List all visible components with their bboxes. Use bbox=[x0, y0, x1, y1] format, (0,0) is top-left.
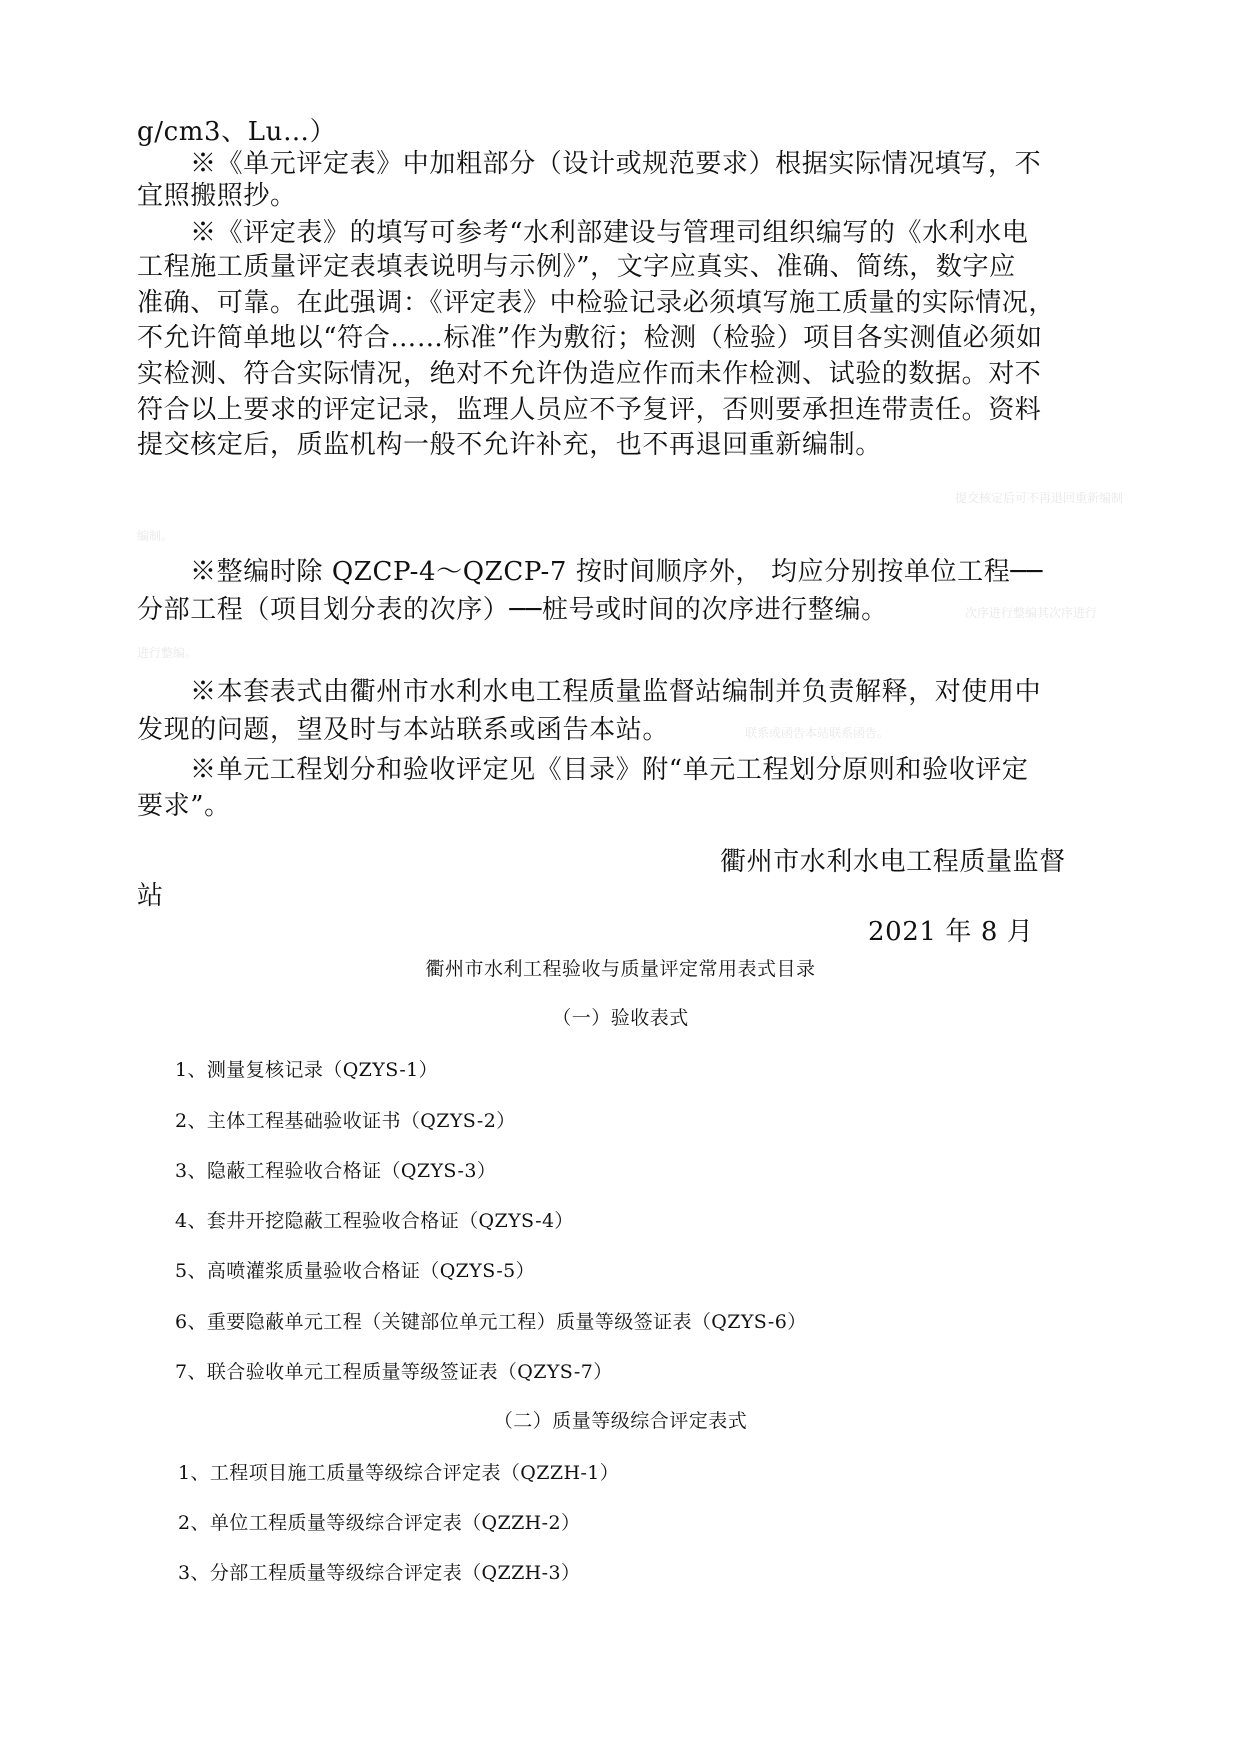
paragraph-line: ※本套表式由衢州市水利水电工程质量监督站编制并负责解释，对使用中 bbox=[190, 677, 1042, 707]
toc-section-heading: （一）验收表式 bbox=[552, 1007, 689, 1029]
toc-section-heading: （二）质量等级综合评定表式 bbox=[493, 1410, 748, 1432]
paragraph-line: 实检测、符合实际情况，绝对不允许伪造应作而未作检测、试验的数据。对不 bbox=[137, 359, 1042, 389]
toc-item: 7、联合验收单元工程质量等级签证表（QZYS-7） bbox=[175, 1361, 613, 1383]
paragraph-line: ※《评定表》的填写可参考“水利部建设与管理司组织编写的《水利水电 bbox=[190, 218, 1029, 248]
paragraph-line: 分部工程（项目划分表的次序）──桩号或时间的次序进行整编。 bbox=[137, 595, 888, 625]
faint-background-text: 进行整编。 bbox=[137, 646, 198, 660]
toc-item: 4、套井开挖隐蔽工程验收合格证（QZYS-4） bbox=[175, 1210, 574, 1232]
paragraph-line: ※《单元评定表》中加粗部分（设计或规范要求）根据实际情况填写，不 bbox=[190, 149, 1042, 179]
signature-organization: 衢州市水利水电工程质量监督 bbox=[720, 847, 1066, 877]
paragraph-line: 要求”。 bbox=[137, 791, 231, 821]
toc-item: 1、工程项目施工质量等级综合评定表（QZZH-1） bbox=[178, 1462, 620, 1484]
paragraph-line: ※单元工程划分和验收评定见《目录》附“单元工程划分原则和验收评定 bbox=[190, 755, 1029, 785]
faint-background-text: 提交核定后可不再退回重新编制 bbox=[955, 491, 1124, 505]
toc-title: 衢州市水利工程验收与质量评定常用表式目录 bbox=[425, 958, 816, 980]
toc-item: 2、单位工程质量等级综合评定表（QZZH-2） bbox=[178, 1512, 581, 1534]
paragraph-line: g/cm3、Lu…） bbox=[137, 117, 337, 147]
paragraph-line: 符合以上要求的评定记录，监理人员应不予复评，否则要承担连带责任。资料 bbox=[137, 395, 1042, 425]
paragraph-line: 工程施工质量评定表填表说明与示例》”，文字应真实、准确、简练，数字应 bbox=[137, 252, 1016, 282]
toc-item: 3、分部工程质量等级综合评定表（QZZH-3） bbox=[178, 1562, 581, 1584]
signature-date: 2021 年 8 月 bbox=[868, 917, 1034, 947]
toc-item: 2、主体工程基础验收证书（QZYS-2） bbox=[175, 1110, 516, 1132]
paragraph-line: 不允许简单地以“符合……标准”作为敷衍；检测（检验）项目各实测值必须如 bbox=[137, 323, 1043, 353]
toc-item: 5、高喷灌浆质量验收合格证（QZYS-5） bbox=[175, 1260, 536, 1282]
paragraph-line: 准确、可靠。在此强调：《评定表》中检验记录必须填写施工质量的实际情况， bbox=[137, 288, 1056, 318]
faint-background-text: 联系或函告本站联系函告。 bbox=[745, 726, 890, 740]
paragraph-line: 宜照搬照抄。 bbox=[137, 181, 297, 211]
paragraph-line: 发现的问题，望及时与本站联系或函告本站。 bbox=[137, 715, 670, 745]
toc-item: 3、隐蔽工程验收合格证（QZYS-3） bbox=[175, 1160, 497, 1182]
faint-background-text: 编制。 bbox=[137, 529, 174, 543]
toc-item: 6、重要隐蔽单元工程（关键部位单元工程）质量等级签证表（QZYS-6） bbox=[175, 1311, 807, 1333]
paragraph-line: 提交核定后，质监机构一般不允许补充，也不再退回重新编制。 bbox=[137, 430, 882, 460]
paragraph-line: ※整编时除 QZCP-4～QZCP-7 按时间顺序外， 均应分别按单位工程── bbox=[190, 557, 1043, 587]
faint-background-text: 次序进行整编其次序进行 bbox=[965, 606, 1098, 620]
toc-item: 1、测量复核记录（QZYS-1） bbox=[175, 1059, 439, 1081]
signature-organization-continued: 站 bbox=[137, 881, 164, 911]
